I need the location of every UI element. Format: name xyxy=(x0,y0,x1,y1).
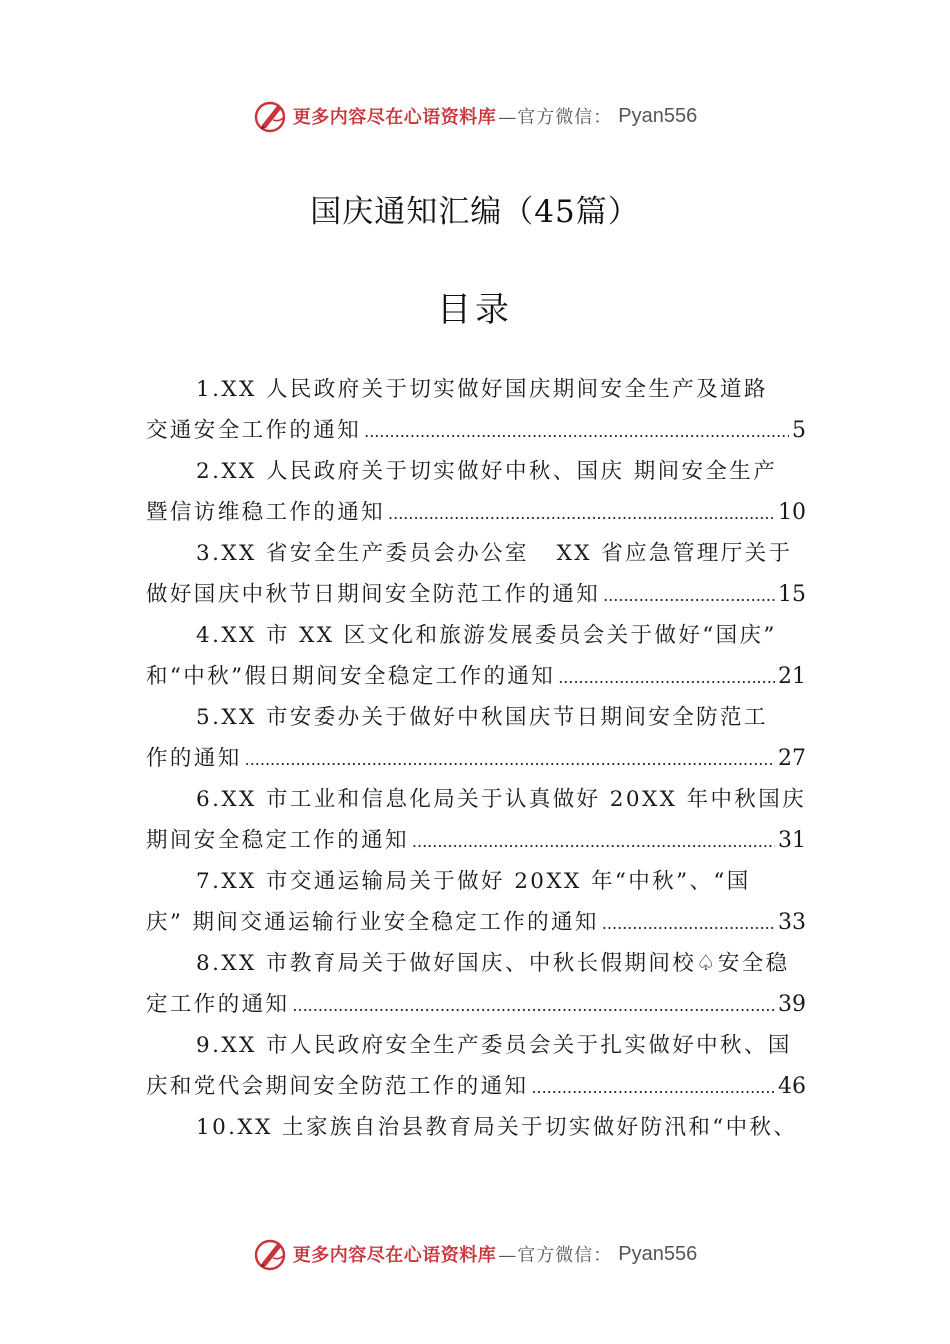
dot-leader xyxy=(364,411,789,453)
toc-entry-title-cont: 和“中秋”假日期间安全稳定工作的通知 xyxy=(146,664,556,689)
toc-entry-title: 4.XX 市 XX 区文化和旅游发展委员会关于做好“国庆” xyxy=(196,623,777,648)
toc-entry-title: 7.XX 市交通运输局关于做好 20XX 年“中秋”、“国 xyxy=(196,869,751,894)
toc-entry-7[interactable] xyxy=(146,862,806,944)
toc-entry-title-cont: 期间安全稳定工作的通知 xyxy=(146,828,409,853)
document-title: 国庆通知汇编（45篇） xyxy=(310,194,640,230)
dot-leader xyxy=(531,1067,775,1109)
toc-page-number: 5 xyxy=(792,418,806,443)
toc-entry-2[interactable] xyxy=(146,452,806,534)
toc-entry-9[interactable] xyxy=(146,1026,806,1108)
toc-page-number: 10 xyxy=(778,500,806,525)
toc-entry-title: 5.XX 市安委办关于做好中秋国庆节日期间安全防范工 xyxy=(196,705,768,730)
toc-entry-title: 8.XX 市教育局关于做好国庆、中秋长假期间校♤安全稳 xyxy=(196,951,790,976)
toc-page-number: 27 xyxy=(778,746,806,771)
header-banner xyxy=(0,94,950,138)
dot-leader xyxy=(388,493,775,535)
toc-entry-title-cont: 交通安全工作的通知 xyxy=(146,418,362,443)
toc-page-number: 39 xyxy=(778,992,806,1017)
dot-leader xyxy=(245,739,775,781)
toc-entry-title: 10.XX 土家族自治县教育局关于切实做好防汛和“中秋、 xyxy=(196,1115,798,1140)
pen-circle-logo-icon xyxy=(253,1236,289,1272)
toc-page-number: 21 xyxy=(778,664,806,689)
banner-wechat-id: Pyan556 xyxy=(618,104,698,127)
toc-entry-title: 3.XX 省安全生产委员会办公室 XX 省应急管理厅关于 xyxy=(196,541,793,566)
toc-entry-title-cont: 庆” 期间交通运输行业安全稳定工作的通知 xyxy=(146,910,599,935)
banner-brand-text: 更多内容尽在心语资料库 xyxy=(292,1245,497,1266)
dot-leader xyxy=(558,657,775,699)
toc-entry-title-cont: 做好国庆中秋节日期间安全防范工作的通知 xyxy=(146,582,601,607)
toc-entry-4[interactable] xyxy=(146,616,806,698)
toc-page-number: 31 xyxy=(778,828,806,853)
toc-entry-title: 2.XX 人民政府关于切实做好中秋、国庆 期间安全生产 xyxy=(196,459,778,484)
banner-suffix-text: —官方微信： xyxy=(498,1245,613,1266)
toc-entry-10[interactable] xyxy=(146,1108,806,1148)
toc-page-number: 33 xyxy=(778,910,806,935)
toc-entry-1[interactable] xyxy=(146,370,806,452)
toc-entry-title-cont: 暨信访维稳工作的通知 xyxy=(146,500,386,525)
toc-entry-title-cont: 定工作的通知 xyxy=(146,992,290,1017)
toc-page-number: 15 xyxy=(778,582,806,607)
banner-brand-text: 更多内容尽在心语资料库 xyxy=(292,107,497,128)
toc-entry-5[interactable] xyxy=(146,698,806,780)
dot-leader xyxy=(292,985,775,1027)
dot-leader xyxy=(603,575,775,617)
dot-leader xyxy=(602,903,775,945)
toc-entry-title-cont: 作的通知 xyxy=(146,746,242,771)
toc-entry-title-cont: 庆和党代会期间安全防范工作的通知 xyxy=(146,1074,529,1099)
banner-wechat-id: Pyan556 xyxy=(618,1242,698,1265)
table-of-contents xyxy=(146,370,806,1148)
toc-entry-6[interactable] xyxy=(146,780,806,862)
pen-circle-logo-icon xyxy=(253,98,289,134)
banner-suffix-text: —官方微信： xyxy=(498,107,613,128)
toc-entry-title: 9.XX 市人民政府安全生产委员会关于扎实做好中秋、国 xyxy=(196,1033,792,1058)
toc-entry-3[interactable] xyxy=(146,534,806,616)
toc-heading: 目录 xyxy=(437,290,513,330)
toc-entry-8[interactable] xyxy=(146,944,806,1026)
toc-entry-title: 1.XX 人民政府关于切实做好国庆期间安全生产及道路 xyxy=(196,377,768,402)
toc-entry-title: 6.XX 市工业和信息化局关于认真做好 20XX 年中秋国庆 xyxy=(196,787,807,812)
footer-banner xyxy=(0,1232,950,1276)
toc-page-number: 46 xyxy=(778,1074,806,1099)
dot-leader xyxy=(412,821,775,863)
